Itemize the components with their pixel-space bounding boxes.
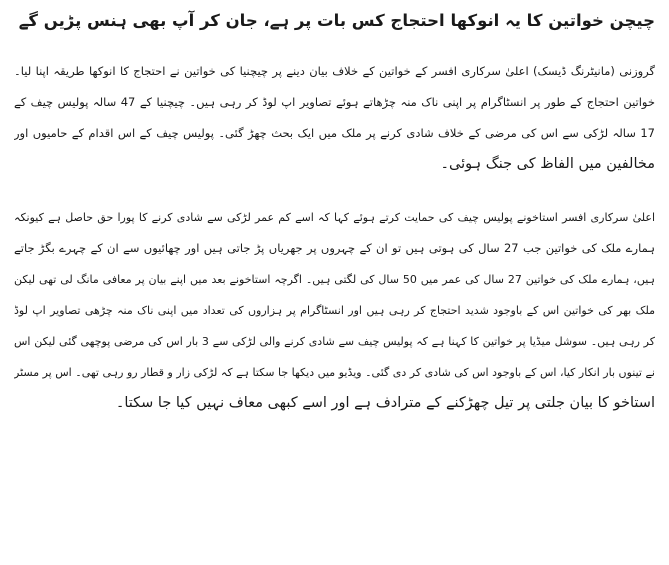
paragraph-2-line-6: نے تینوں بار انکار کیا، اس کے باوجود اس کی شادی کر دی گئی۔ ویڈیو میں دیکھا جا سکتا ہے کہ لڑکی زار و قطار رو رہی تھی۔ اس پر مسٹر — [14, 366, 655, 379]
article-paragraph-1 — [14, 56, 655, 180]
paragraph-2-line-2: ہمارے ملک کی خواتین جب 27 سال کی ہوتی ہیں تو ان کے چہروں پر جھریاں پڑ جاتی ہیں اور چھائیوں سے ان کے چہرے بگڑ جاتے — [14, 241, 655, 255]
paragraph-1-line-3: 17 سالہ لڑکی سے اس کی مرضی کے خلاف شادی کرنے پر ملک میں ایک بحث چھڑ گئی۔ پولیس چیف کے اس اقدام کے حامیوں اور — [14, 126, 655, 140]
paragraph-1-line-1: گروزنی (مانیٹرنگ ڈیسک) اعلیٰ سرکاری افسر کے خواتین کے خلاف بیان دینے پر چیچنیا کی خواتین نے احتجاج کا انوکھا طریقہ اپنا لیا۔ — [14, 64, 655, 78]
paragraph-1-line-2: خواتین احتجاج کے طور پر انسٹاگرام پر اپنی ناک منہ چڑھاتے ہوئے تصاویر اپ لوڈ کر رہی ہیں۔ چیچنیا کے 47 سالہ پولیس چیف کے — [14, 95, 655, 109]
article-headline: چیچن خواتین کا یہ انوکھا احتجاج کس بات پر ہے، جان کر آپ بھی ہنس پڑیں گے — [18, 11, 655, 30]
paragraph-2-line-7: استاخو کا بیان جلتی پر تیل چھڑکنے کے مترادف ہے اور اسے کبھی معاف نہیں کیا جا سکتا۔ — [115, 395, 655, 411]
article — [14, 6, 655, 419]
paragraph-spacer — [14, 180, 655, 202]
paragraph-2-line-4: ملک بھر کی خواتین اس کے باوجود شدید احتجاج کر رہی ہیں اور انسٹاگرام پر ہزاروں کی تعداد میں اپنی ناک منہ چڑھی تصاویر اپ لوڈ — [14, 304, 655, 317]
paragraph-2-line-1: اعلیٰ سرکاری افسر استاخونے پولیس چیف کی حمایت کرتے ہوئے کہا کہ اسے کم عمر لڑکی سے شادی کرنے کا پورا حق حاصل ہے کیونکہ — [14, 211, 655, 224]
paragraph-2-line-3: ہیں، ہمارے ملک کی خواتین 27 سال کی عمر میں 50 سال کی لگتی ہیں۔ اگرچہ استاخونے بعد میں اپنے بیان پر معافی مانگ لی تھی لیکن — [14, 273, 655, 286]
article-paragraph-2 — [14, 202, 655, 419]
paragraph-1-line-4: مخالفین میں الفاظ کی جنگ ہوئی۔ — [440, 156, 655, 172]
paragraph-2-line-5: کر رہی ہیں۔ سوشل میڈیا پر خواتین کا کہنا ہے کہ پولیس چیف سے شادی کرنے والی لڑکی سے 3 بار اس کی مرضی پوچھی گئی لیکن اس — [14, 335, 655, 348]
